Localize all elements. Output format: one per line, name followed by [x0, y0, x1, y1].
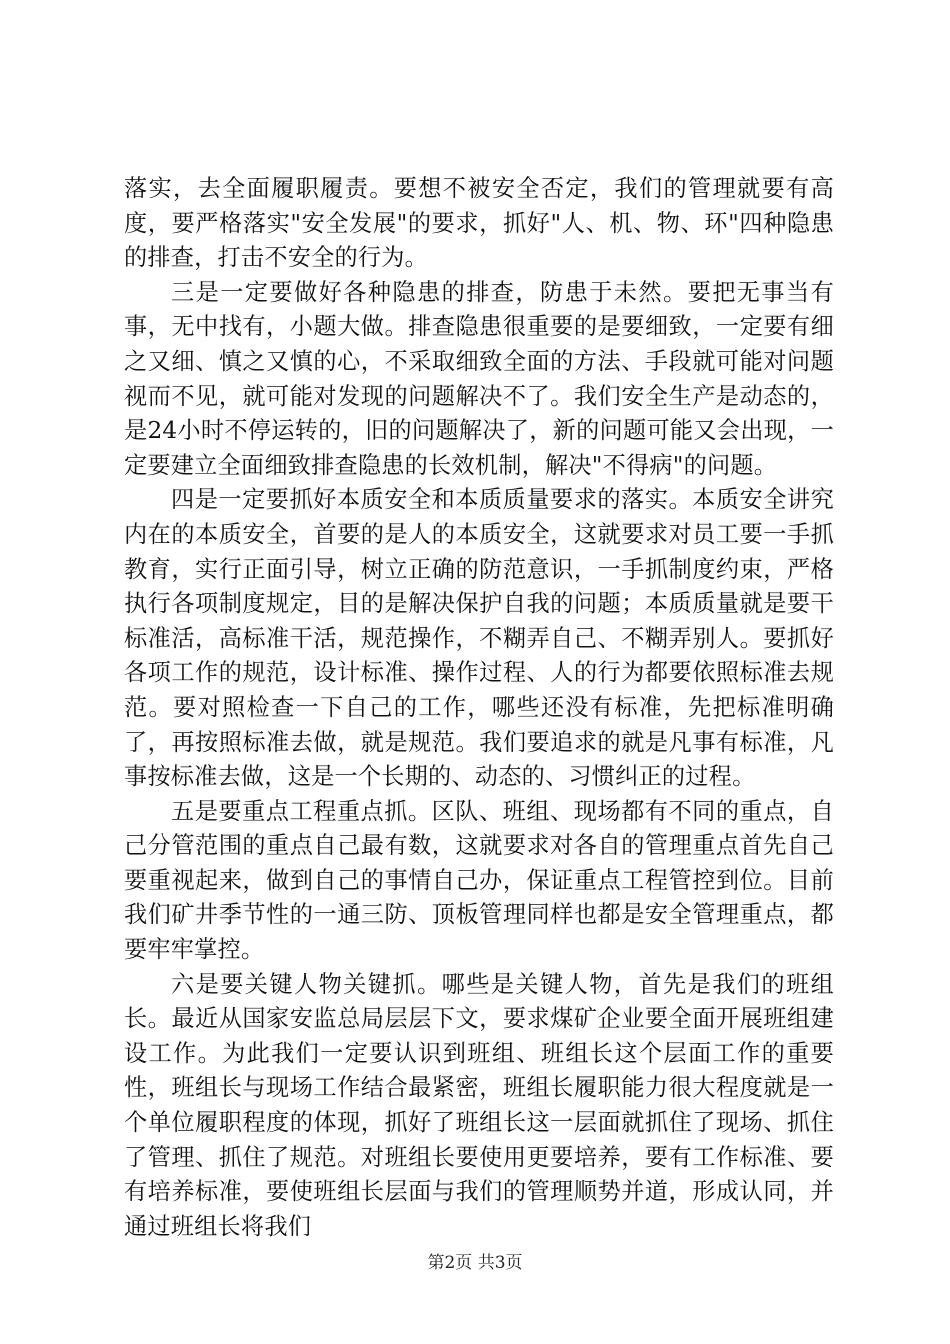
paragraph-item-five: 五是要重点工程重点抓。区队、班组、现场都有不同的重点，自己分管范围的重点自己最有数，这就要求对各自的管理重点首先自己要重视起来，做到自己的事情自己办，保证重点工程管控到位。目前我们矿井季节性的一通三防、顶板管理同样也都是安全管理重点，都要牢牢掌控。: [124, 797, 834, 964]
paragraph-item-six: 六是要关键人物关键抓。哪些是关键人物，首先是我们的班组长。最近从国家安监总局层层下文，要求煤矿企业要全面开展班组建设工作。为此我们一定要认识到班组、班组长这个层面工作的重要性，班组长与现场工作结合最紧密，班组长履职能力很大程度就是一个单位履职程度的体现，抓好了班组长这一层面就抓住了现场、抓住了管理、抓住了规范。对班组长要使用更要培养，要有工作标准、要有培养标准，要使班组长层面与我们的管理顺势并道，形成认同，并通过班组长将我们: [124, 970, 834, 1240]
paragraph-item-three: 三是一定要做好各种隐患的排查，防患于未然。要把无事当有事，无中找有，小题大做。排查隐患很重要的是要细致，一定要有细之又细、慎之又慎的心，不采取细致全面的方法、手段就可能对问题视而不见，就可能对发现的问题解决不了。我们安全生产是动态的，是24小时不停运转的，旧的问题解决了，新的问题可能又会出现，一定要建立全面细致排查隐患的长效机制，解决"不得病"的问题。: [124, 278, 834, 479]
document-body: [124, 172, 834, 1244]
paragraph-continuation: 落实，去全面履职履责。要想不被安全否定，我们的管理就要有高度，要严格落实"安全发展"的要求，抓好"人、机、物、环"四种隐患的排查，打击不安全的行为。: [124, 175, 834, 272]
page-number-footer: 第2页 共3页: [427, 1253, 523, 1273]
paragraph-item-four: 四是一定要抓好本质安全和本质质量要求的落实。本质安全讲究内在的本质安全，首要的是人的本质安全，这就要求对员工要一手抓教育，实行正面引导，树立正确的防范意识，一手抓制度约束，严格执行各项制度规定，目的是解决保护自我的问题；本质质量就是要干标准活，高标准干活，规范操作，不糊弄自己、不糊弄别人。要抓好各项工作的规范，设计标准、操作过程、人的行为都要依照标准去规范。要对照检查一下自己的工作，哪些还没有标准，先把标准明确了，再按照标准去做，就是规范。我们要追求的就是凡事有标准，凡事按标准去做，这是一个长期的、动态的、习惯纠正的过程。: [124, 486, 834, 791]
